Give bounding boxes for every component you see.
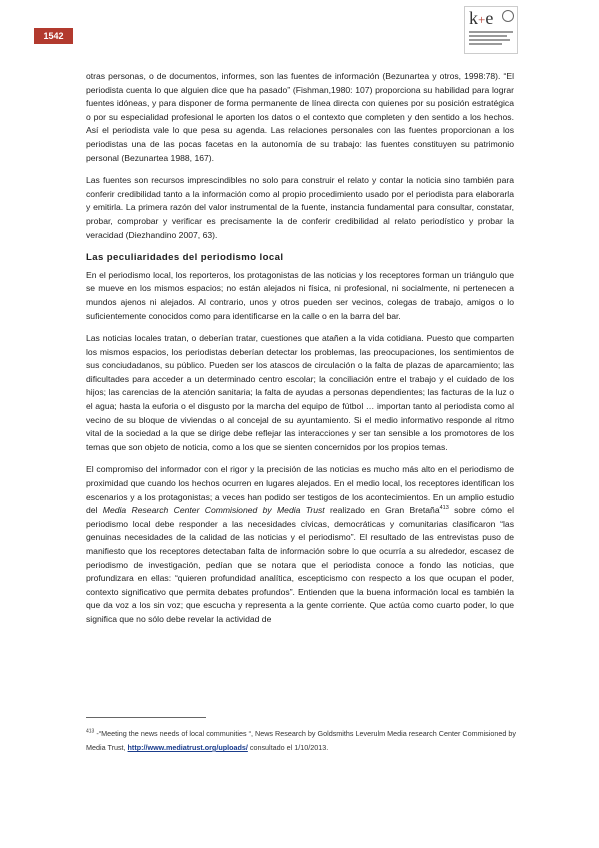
section-heading: Las peculiaridades del periodismo local bbox=[86, 252, 284, 264]
paragraph-4: Las noticias locales tratan, o deberían tratar, cuestiones que atañen a la vida cotidiana. Puesto que comparten los mismos espacios, los periodistas deberían detectar los problemas, las preocupaciones, los sentimientos de sus conciudadanos, su público. Pueden ser los atascos de circulación o la falta de plazas de aparcamiento; las dificultades para acceder a un determinado centro escolar; la conciliación entre el trabajo y el cuidado de los hijos; las carencias de la atención sanitaria; la falta de ayudas a personas dependientes; las facturas de la luz o el agua; hasta la euforia o el disgusto por la marcha del equipo de fútbol … importan tanto al periodista como al vecino de su bloque de viviendas o al concejal de su ayuntamiento. Si el medio informativo responde al ritmo vital de la sociedad a la que se dirige debe reflejar las interacciones y ser tan sensible a los promotores de los temas que son objeto de noticia, como a los que se sienten concernidos por los propios temas. bbox=[86, 333, 514, 452]
paragraph-2: Las fuentes son recursos imprescindibles no solo para construir el relato y contar la noticia sino también para conferir credibilidad tanto a la información como al propio procedimiento usado por el periodista para elaborarla y emitirla. La primera razón del valor instrumental de la fuente, instancia fundamental para consultar, constatar, probar, comprobar y verificar es precisamente la de conferir credibilidad al relato periodístico y probar la veracidad (Diezhandino 2007, 63). bbox=[86, 175, 514, 240]
footnote-text-a: -“Meeting the news needs of local communities “, News Research by Goldsmiths Leverulm Media research Center Commisioned by Media Trust, bbox=[86, 729, 516, 752]
logo-text-lines bbox=[469, 31, 513, 47]
paragraph-1: otras personas, o de documentos, informes, son las fuentes de información (Bezunartea y otros, 1998:78). “El periodista cuenta lo que alguien dice que ha pasado” (Fishman,1980: 107) proporciona su habilidad para lograr fuentes idóneas, y para disponer de forma permanente de línea directa con quienes por su posición estratégica o por su especialidad profesional le aporten los datos o el contexto que completen y den sentido a los hechos. Así el periodista vale lo que pesa su agenda. Las relaciones personales con las fuentes proporcionan a los periodistas una de las pocas facetas en la autonomía de su trabajo: las fuentes constituyen su patrimonio personal (Bezunartea 1988, 167). bbox=[86, 71, 514, 163]
paragraph-5-text-c: sobre cómo el periodismo local debe responder a las necesidades cívicas, democráticas y comunitarias clasificaron “las genuinas necesidades de la calidad de las noticias y el periodismo”. El resultado de las entrevistas puso de manifiesto que los receptores detectaban falta de información sobre lo que ocurría a su alrededor, escasez de periodismo de investigación, pedían que se notara que el periodista conoce a fondo las noticias, que profundizara en ellas: “quieren profundidad analítica, escepticismo con respecto a los que ocupan el poder, contexto significativo que permita debates profundos”. Entienden que la buena información local es también la que da voz a los sin voz; que escucha y representa a la gente corriente. Que actúa como cuarto poder, lo que significa que no sólo debe revelar la actividad de bbox=[86, 505, 514, 624]
article-body bbox=[86, 70, 514, 636]
page-number-badge: 1542 bbox=[34, 28, 73, 44]
footnote-number: 413 bbox=[86, 728, 95, 735]
logo-letters: k+e bbox=[469, 8, 494, 28]
footnote-divider bbox=[86, 717, 206, 718]
footnote-reference[interactable]: 413 bbox=[439, 505, 449, 512]
footnote-text-b: consultado el 1/10/2013. bbox=[247, 743, 329, 752]
paragraph-3: En el periodismo local, los reporteros, los protagonistas de las noticias y los receptores forman un triángulo que se mueve en los mismos espacios; no están alejados ni física, ni profesional, ni socialmente, ni pertenecen a mundos ajenos ni alejados. Al contrario, unos y otros pueden ser vecinos, colegas de trabajo, amigos o lo suficientemente conocidos como para identificarse en la calle o en la barra del bar. bbox=[86, 269, 514, 321]
study-title: Media Research Center Commisioned by Media Trust bbox=[102, 505, 325, 516]
footnote bbox=[86, 727, 516, 755]
logo-seal-icon bbox=[502, 10, 514, 22]
journal-logo bbox=[464, 6, 518, 54]
paragraph-5-text-a: El compromiso del informador con el rigor y la precisión de las noticias es mucho más alto en el periodismo de proximidad que cuando los hechos ocurren en lugares alejados. En el medio local, los receptores identifican los escenarios y a los protagonistas; a veces han podido ser testigos de los acontecimientos. En un amplio estudio del bbox=[86, 464, 514, 516]
paragraph-5-text-b: realizado en Gran Bretaña bbox=[324, 505, 440, 516]
paragraph-5 bbox=[86, 463, 514, 626]
footnote-link[interactable]: http://www.mediatrust.org/uploads/ bbox=[127, 743, 248, 752]
